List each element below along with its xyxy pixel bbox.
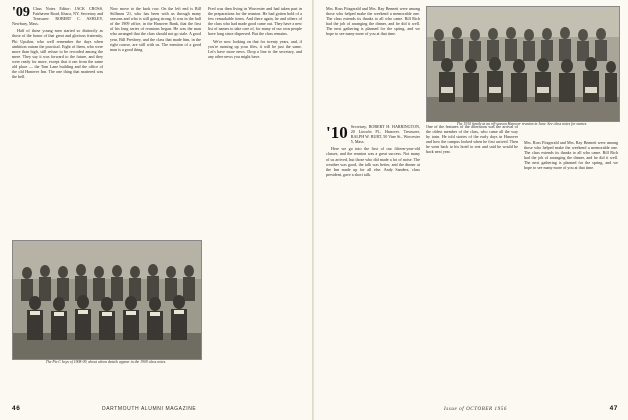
- right-column-3-text: Mrs. Ross Fitzgerald and Mrs. Ray Bennett were among those who helped make the weekend a memorable one. The class extends its thanks to all who came. Bill Rich had the job of arranging the dinner, and he did it well. The next gathering is planned for the spring, and we hope to see many more of you at that time.: [524, 140, 618, 171]
- left-column-1: [12, 6, 103, 234]
- page-number-left: 46: [12, 405, 21, 412]
- right-column-1-text: Here we go into the first of our fifteen-year-old classes, and the reunion was a great success. Not many of us arrived, but those who did made a lot of noise. The weather was good, the talk was better, and the dinner at the Inn made up for all else. Andy Sanders, class president, gave a short talk.: [326, 146, 420, 177]
- left-column-2-text: Now move to the back row. On the left end is Bill Stillman '21, who has been with us through many seasons and who is still going strong. It was in the hall of the 1909 office, in the Hanover Bank, that the first of his long series of reunions began. He was the man who arranged that the class should not go stale. A good year, Bill Presbrey, and the class that made him, in the right course, are still with us. The mention of a good man is a good thing.: [110, 6, 201, 52]
- left-page: [0, 0, 312, 420]
- left-column-2: [110, 6, 201, 234]
- right-column-2: [426, 124, 518, 398]
- group-photo-1910-image: [427, 7, 619, 121]
- right-column-1-continuation: Mrs. Ross Fitzgerald and Mrs. Ray Bennett were among those who helped make the weekend a memorable one. The class extends its thanks to all who came. Bill Rich had the job of arranging the dinner, and he did it well. The next gathering is planned for the spring, and we hope to see many more of you at that time.: [326, 6, 420, 37]
- class-year-heading-1910: '10: [326, 123, 348, 142]
- left-column-3-text-2: We're now looking on that for twenty years, and, if you're running up your files, it will be just the same. Let's have more news. Drop a line to the secretary, and any other news you might have.: [208, 38, 302, 59]
- left-column-1-text: Half of those young men started so distinctly as those of the honor of that great and glorious fraternity, Phi Upsilon, who well remember the days when ambition outran the practical. Eight of them, who were more than high, still refuse to be recorded among the mere. They say it was forward to the future, and they were ready for more, except that it ran from the same old place — the Tom Lane building and the office of the old Hanover Inn. The one thing that mattered was the bell.: [12, 28, 103, 80]
- left-column-3: [208, 6, 302, 398]
- class-officers-note-1910: Secretary, ROBERT H. HARRINGTON, 20 Lincoln Pl., Hanover. Treasurer, RALPH W. BURT, 50 Vine St., Worcester 5, Mass.: [350, 124, 420, 145]
- right-column-1-top: [326, 6, 420, 37]
- photo-caption-1909: The Pie C boys of 1908-09, about whom details appear in the 1909 class notes.: [45, 360, 167, 364]
- left-column-3-text: Fred was then living in Worcester and had taken part in the preparations for the reunion. He had gotten hold of a few remarkable items. And there again, he and others of the class who had made good came out. They have a new list of names to take care of, for many of our own people have long since dispersed. But the class remains.: [208, 6, 302, 37]
- right-column-1: [326, 124, 420, 398]
- right-column-2-text: One of the features of the afternoon was the arrival of the oldest member of the class, who came all the way by train. He told stories of the early days in Hanover and how the campus looked when he first arrived. Then he went back to his hotel to rest and said he would be back next year.: [426, 124, 518, 155]
- class-year-heading: '09: [12, 5, 30, 20]
- magazine-title-footer: DARTMOUTH ALUMNI MAGAZINE: [102, 406, 197, 412]
- right-page: [314, 0, 628, 420]
- group-photo-1909-image: [13, 241, 201, 359]
- page-number-right: 47: [609, 405, 618, 412]
- photo-caption-1910: The 1910 family at an off-season Hanover reunion in June. See class notes for names.: [456, 122, 588, 126]
- group-photo-1910: [426, 6, 620, 122]
- issue-date-footer: Issue of OCTOBER 1956: [444, 407, 507, 412]
- right-column-3: [524, 140, 618, 398]
- group-photo-1909: [12, 240, 202, 360]
- class-officers-note: Class Notes Editor: JACK CROSS, Fairhaven Road, Ithaca, NY. Secretary and Treasurer: ROBERT C. ASHLEY, Newbury, Mass.: [12, 6, 103, 27]
